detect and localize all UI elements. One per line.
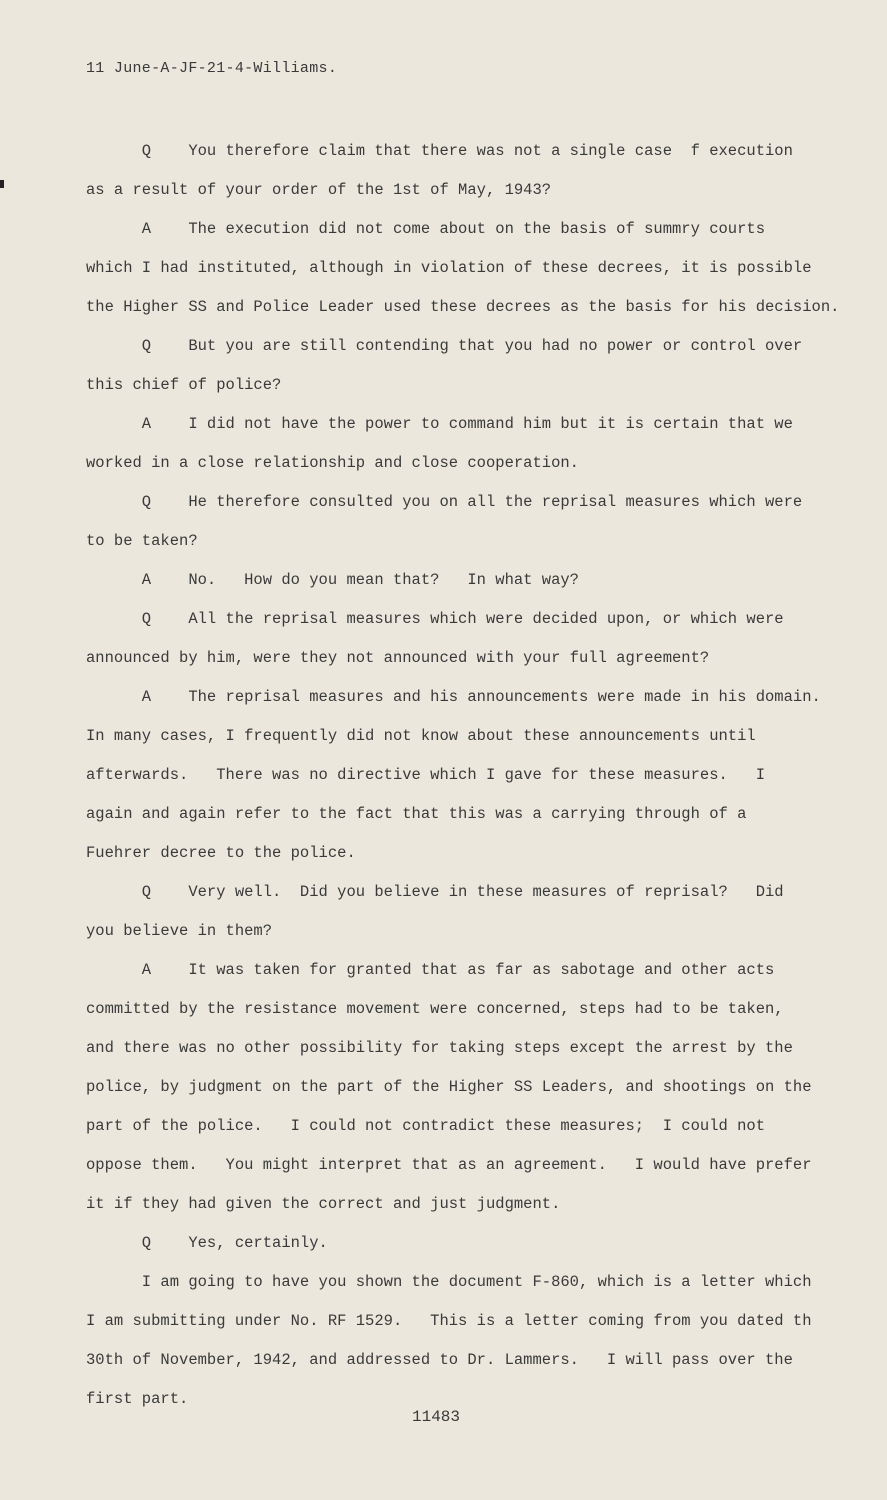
- transcript-line: Q You therefore claim that there was not a single case f execution: [86, 142, 793, 160]
- transcript-line: this chief of police?: [86, 376, 282, 394]
- transcript-line: Q All the reprisal measures which were decided upon, or which were: [86, 610, 784, 628]
- transcript-line: A The reprisal measures and his announcements were made in his domain.: [86, 688, 821, 706]
- transcript-line: to be taken?: [86, 532, 198, 550]
- transcript-line: A No. How do you mean that? In what way?: [86, 571, 579, 589]
- transcript-line: A I did not have the power to command him but it is certain that we: [86, 415, 793, 433]
- transcript-line: worked in a close relationship and close cooperation.: [86, 454, 579, 472]
- document-header: 11 June-A-JF-21-4-Williams.: [86, 60, 338, 77]
- transcript-line: the Higher SS and Police Leader used these decrees as the basis for his decision.: [86, 298, 840, 316]
- transcript-line: A The execution did not come about on the basis of summry courts: [86, 220, 766, 238]
- transcript-line: afterwards. There was no directive which I gave for these measures. I: [86, 766, 766, 784]
- page-edge-mark: [0, 180, 4, 188]
- transcript-line: oppose them. You might interpret that as an agreement. I would have prefer: [86, 1156, 812, 1174]
- transcript-line: In many cases, I frequently did not know about these announcements until: [86, 727, 756, 745]
- transcript-line: I am going to have you shown the document F-860, which is a letter which: [86, 1273, 812, 1291]
- transcript-line: first part.: [86, 1390, 189, 1408]
- transcript-line: and there was no other possibility for taking steps except the arrest by the: [86, 1039, 793, 1057]
- transcript-line: announced by him, were they not announced with your full agreement?: [86, 649, 710, 667]
- transcript-line: 30th of November, 1942, and addressed to Dr. Lammers. I will pass over the: [86, 1351, 793, 1369]
- transcript-line: Q But you are still contending that you had no power or control over: [86, 337, 803, 355]
- transcript-line: Fuehrer decree to the police.: [86, 844, 356, 862]
- transcript-line: you believe in them?: [86, 922, 273, 940]
- transcript-line: Q He therefore consulted you on all the reprisal measures which were: [86, 493, 803, 511]
- transcript-line: part of the police. I could not contradict these measures; I could not: [86, 1117, 766, 1135]
- transcript-line: I am submitting under No. RF 1529. This is a letter coming from you dated th: [86, 1312, 812, 1330]
- transcript-line: as a result of your order of the 1st of May, 1943?: [86, 181, 552, 199]
- transcript-body: [86, 132, 846, 1419]
- transcript-line: again and again refer to the fact that this was a carrying through of a: [86, 805, 747, 823]
- transcript-line: Q Very well. Did you believe in these measures of reprisal? Did: [86, 883, 784, 901]
- transcript-line: Q Yes, certainly.: [86, 1234, 328, 1252]
- transcript-line: it if they had given the correct and just judgment.: [86, 1195, 561, 1213]
- transcript-line: which I had instituted, although in violation of these decrees, it is possible: [86, 259, 812, 277]
- transcript-line: police, by judgment on the part of the Higher SS Leaders, and shootings on the: [86, 1078, 812, 1096]
- transcript-line: committed by the resistance movement were concerned, steps had to be taken,: [86, 1000, 784, 1018]
- transcript-line: A It was taken for granted that as far as sabotage and other acts: [86, 961, 775, 979]
- page-number: 11483: [412, 1408, 461, 1426]
